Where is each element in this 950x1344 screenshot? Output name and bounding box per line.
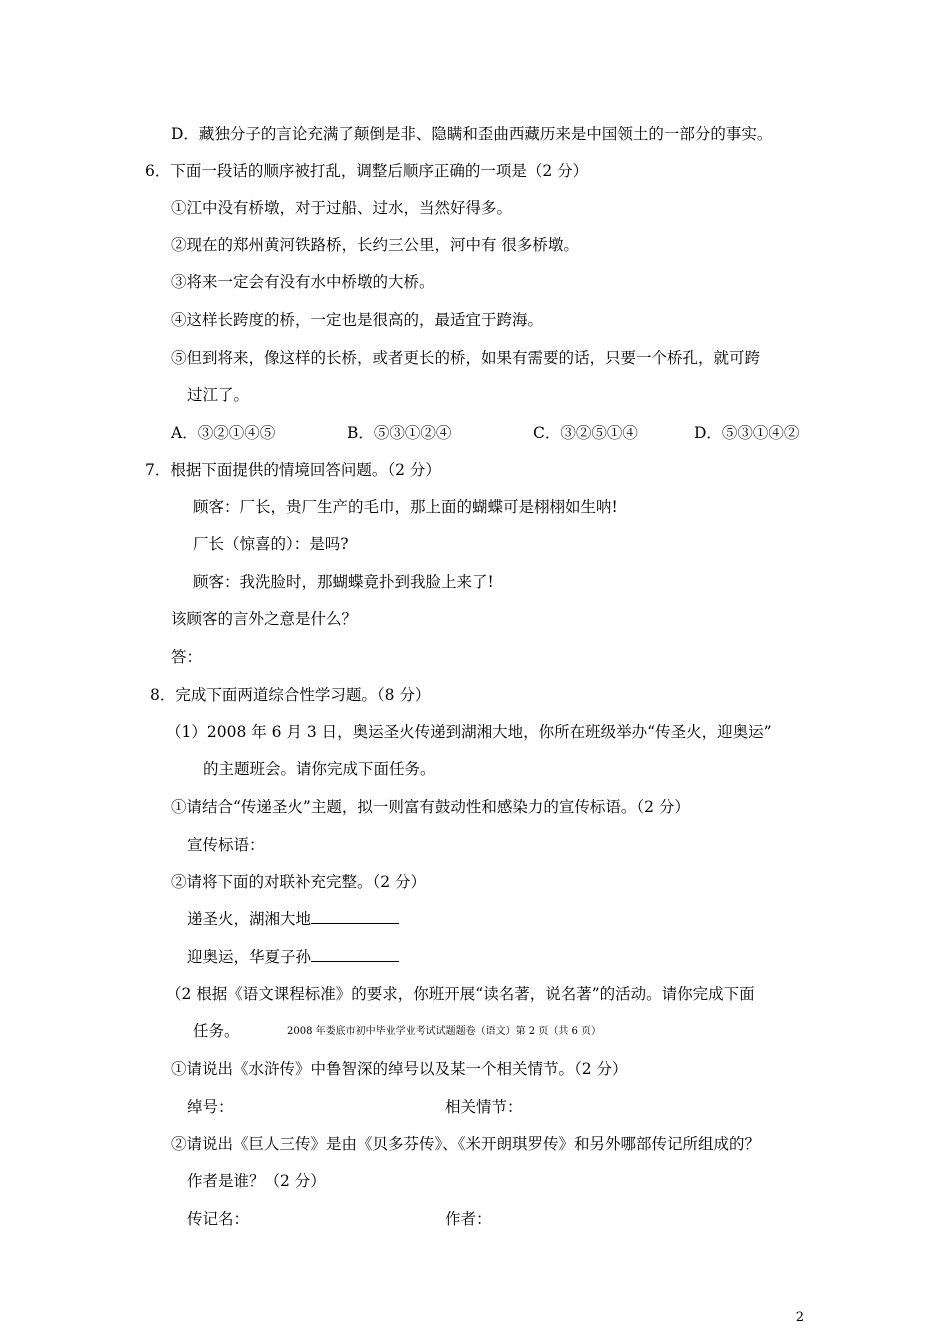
part-1-task-1: ①请结合“传递圣火”主题，拟一则富有鼓动性和感染力的宣传标语。（2 分） bbox=[171, 798, 690, 816]
part-1-text-cont: 的主题班会。请你完成下面任务。 bbox=[203, 760, 436, 778]
nickname-label: 绰号： bbox=[187, 1098, 234, 1116]
option-b: B．⑤③①②④ bbox=[347, 424, 452, 442]
page-number: 2 bbox=[795, 1310, 804, 1325]
couplet-1-blank[interactable] bbox=[311, 909, 399, 924]
plot-label: 相关情节： bbox=[445, 1098, 523, 1116]
author-label: 作者： bbox=[445, 1210, 492, 1228]
part-2-text-cont: 任务。 bbox=[193, 1022, 240, 1040]
part-2-task-2: ②请说出《巨人三传》是由《贝多芬传》、《米开朗琪罗传》和另外哪部传记所组成的？ bbox=[171, 1135, 761, 1153]
question-8-stem: 8．完成下面两道综合性学习题。（8 分） bbox=[150, 686, 431, 704]
page-footer: 2008 年娄底市初中毕业学业考试试题题卷（语文）第 2 页（共 6 页） bbox=[287, 1026, 602, 1037]
part-2-text: （2 根据《语文课程标准》的要求，你班开展“读名著，说名著”的活动。请你完成下面 bbox=[166, 985, 755, 1003]
couplet-line-2 bbox=[187, 947, 399, 967]
option-d-q5: D．藏独分子的言论充满了颠倒是非、隐瞒和歪曲西藏历来是中国领土的一部分的事实。 bbox=[171, 125, 773, 143]
sentence-5: ⑤但到将来，像这样的长桥，或者更长的桥，如果有需要的话，只要一个桥孔，就可跨 bbox=[171, 349, 761, 367]
part-2-task-1: ①请说出《水浒传》中鲁智深的绰号以及某一个相关情节。（2 分） bbox=[171, 1060, 628, 1078]
option-d: D．⑤③①④② bbox=[694, 424, 800, 442]
question-7-ask: 该顾客的言外之意是什么？ bbox=[171, 610, 358, 628]
couplet-2-text: 迎奥运，华夏子孙 bbox=[187, 948, 312, 966]
biography-label: 传记名： bbox=[187, 1210, 250, 1228]
option-a: A．③②①④⑤ bbox=[171, 424, 276, 442]
answer-label: 答： bbox=[171, 648, 203, 666]
sentence-1: ①江中没有桥墩，对于过船、过水，当然好得多。 bbox=[171, 199, 513, 217]
question-7-stem: 7．根据下面提供的情境回答问题。（2 分） bbox=[145, 461, 441, 479]
part-1-task-2: ②请将下面的对联补充完整。（2 分） bbox=[171, 873, 427, 891]
part-2-task-2-cont: 作者是谁？（2 分） bbox=[187, 1172, 326, 1190]
couplet-line-1 bbox=[187, 909, 399, 929]
couplet-2-blank[interactable] bbox=[311, 947, 399, 962]
dialogue-3: 顾客：我洗脸时，那蝴蝶竟扑到我脸上来了! bbox=[193, 573, 494, 591]
part-1-text: （1）2008 年 6 月 3 日，奥运圣火传递到湖湘大地，你所在班级举办“传圣火，迎奥运” bbox=[166, 723, 772, 741]
dialogue-1: 顾客：厂长，贵厂生产的毛巾，那上面的蝴蝶可是栩栩如生呐! bbox=[193, 498, 618, 516]
option-c: C．③②⑤①④ bbox=[533, 424, 638, 442]
question-6-stem: 6．下面一段话的顺序被打乱，调整后顺序正确的一项是（2 分） bbox=[145, 162, 589, 180]
sentence-5-cont: 过江了。 bbox=[187, 386, 250, 404]
slogan-label: 宣传标语： bbox=[187, 836, 265, 854]
couplet-1-text: 递圣火，湖湘大地 bbox=[187, 910, 312, 928]
sentence-2: ②现在的郑州黄河铁路桥，长约三公里，河中有 很多桥墩。 bbox=[171, 236, 579, 254]
sentence-3: ③将来一定会有没有水中桥墩的大桥。 bbox=[171, 273, 435, 291]
dialogue-2: 厂长（惊喜的）：是吗? bbox=[193, 535, 349, 553]
sentence-4: ④这样长跨度的桥，一定也是很高的，最适宜于跨海。 bbox=[171, 311, 544, 329]
